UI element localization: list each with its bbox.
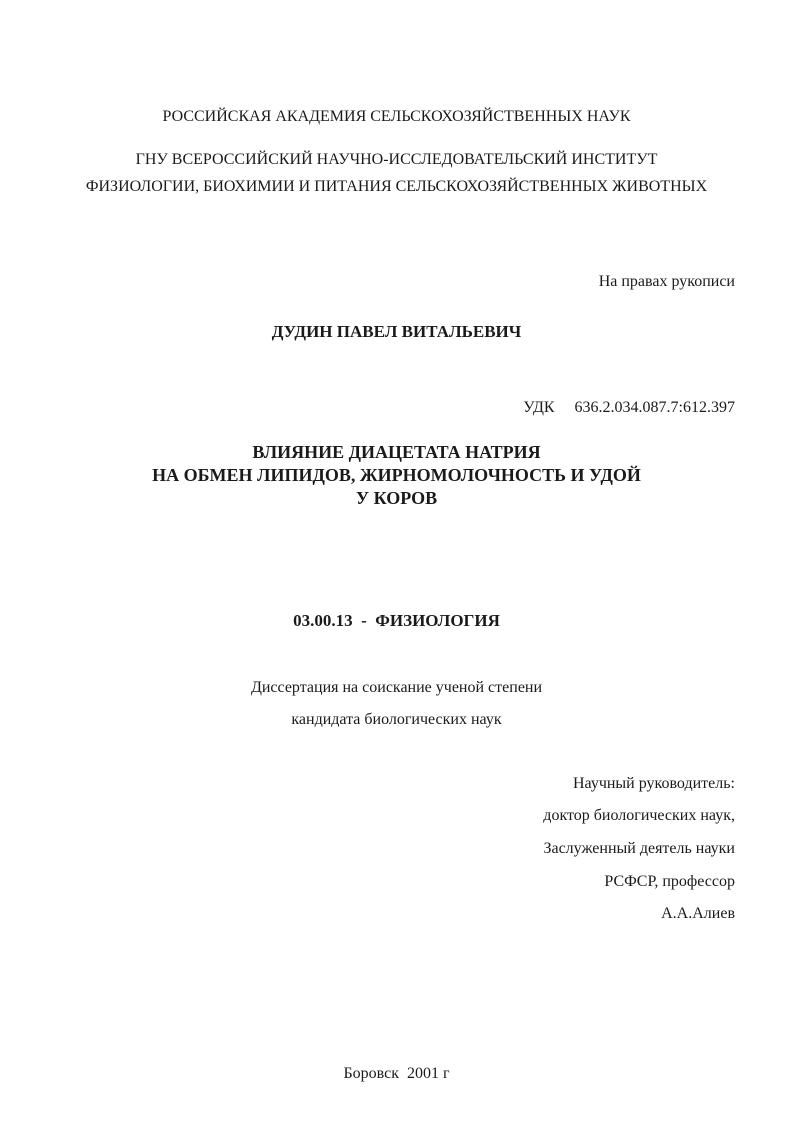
supervisor-name: А.А.Алиев [661, 905, 735, 922]
supervisor-degree: доктор биологических наук, [543, 807, 735, 824]
udk-line [523, 398, 735, 418]
dissertation-title-line2: НА ОБМЕН ЛИПИДОВ, ЖИРНОМОЛОЧНОСТЬ И УДОЙ [152, 465, 641, 485]
udk-code: 636.2.034.087.7:612.397 [574, 399, 735, 416]
supervisor-label: Научный руководитель: [572, 775, 735, 792]
place-year: Боровск 2001 г [343, 1065, 450, 1082]
institute-name-line2: ФИЗИОЛОГИИ, БИОХИМИИ И ПИТАНИЯ СЕЛЬСКОХОЗЯЙСТВЕННЫХ ЖИВОТНЫХ [85, 178, 708, 195]
supervisor-title: РСФСР, профессор [604, 873, 735, 890]
institute-name-line1: ГНУ ВСЕРОССИЙСКИЙ НАУЧНО-ИССЛЕДОВАТЕЛЬСКИЙ ИНСТИТУТ [135, 151, 658, 168]
degree-line1: Диссертация на соискание ученой степени [250, 679, 543, 696]
degree-line2: кандидата биологических наук [291, 711, 502, 728]
author-name: ДУДИН ПАВЕЛ ВИТАЛЬЕВИЧ [271, 322, 522, 341]
udk-label: УДК [523, 399, 555, 416]
specialty-code: 03.00.13 - ФИЗИОЛОГИЯ [293, 611, 500, 630]
academy-name: РОССИЙСКАЯ АКАДЕМИЯ СЕЛЬСКОХОЗЯЙСТВЕННЫХ НАУК [162, 108, 631, 125]
supervisor-honor: Заслуженный деятель науки [543, 840, 735, 857]
dissertation-title-line1: ВЛИЯНИЕ ДИАЦЕТАТА НАТРИЯ [252, 442, 541, 462]
dissertation-title-line3: У КОРОВ [355, 488, 438, 508]
manuscript-note: На правах рукописи [598, 273, 735, 290]
